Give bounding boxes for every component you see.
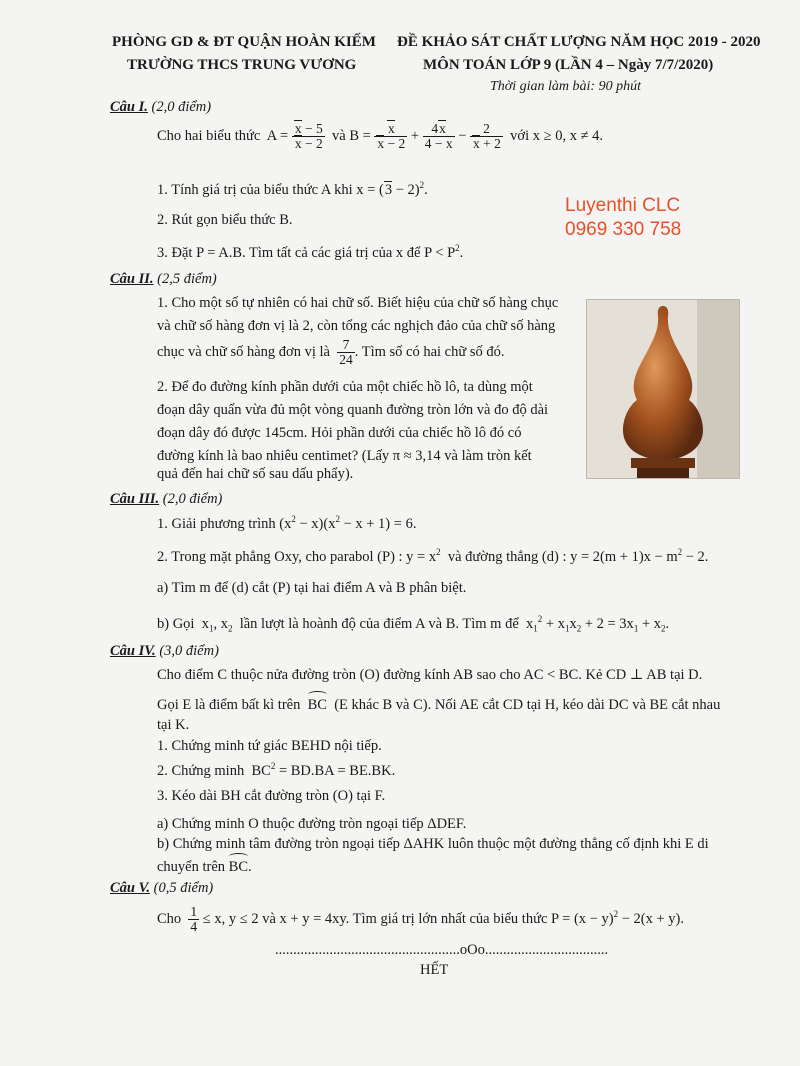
q4-line: 3. Kéo dài BH cắt đường tròn (O) tại F. <box>157 788 386 804</box>
exam-duration: Thời gian làm bài: 90 phút <box>490 79 641 94</box>
q2-line: chục và chữ số hàng đơn vị là $\frac{7}{24}$ . Tìm số có hai chữ số đó. <box>157 337 505 368</box>
school-name: TRƯỜNG THCS TRUNG VƯƠNG <box>127 57 357 73</box>
watermark-name: Luyenthi CLC <box>565 195 681 216</box>
q4-line: tại K. <box>157 717 190 733</box>
q2-line: và chữ số hàng đơn vị là 2, còn tổng các nghịch đảo của chữ số hàng <box>157 318 556 334</box>
exam-title: ĐỀ KHẢO SÁT CHẤT LƯỢNG NĂM HỌC 2019 - 2020 <box>397 34 761 50</box>
q5-line: Cho $\frac{1}{4}$ ≤ x, y ≤ 2 và x + y = 4xy. Tìm giá trị lớn nhất của biểu thức $P = (x - y)^2 - 2(x + y)$. <box>157 904 684 935</box>
q3-heading: Câu III. (2,0 điểm) <box>110 491 223 507</box>
q4-line: chuyển trên BC . <box>157 859 252 876</box>
gourd-photo <box>586 299 740 479</box>
q2-line: 1. Cho một số tự nhiên có hai chữ số. Biết hiệu của chữ số hàng chục <box>157 295 559 311</box>
q1-item3: 3. Đặt P = A.B. Tìm tất cả các giá trị của x để $P < P^2$. <box>157 243 464 261</box>
end-mark: HẾT <box>420 962 449 978</box>
q4-line: Cho điểm C thuộc nửa đường tròn (O) đường kính AB sao cho AC < BC. Kẻ CD ⊥ AB tại D. <box>157 667 703 683</box>
q2-line: 2. Để đo đường kính phần dưới của một chiếc hồ lô, ta dùng một <box>157 379 533 395</box>
q1-heading: Câu I. (2,0 điểm) <box>110 99 212 115</box>
q1-expressions: Cho hai biểu thức A = $\frac{x - 5}{x - 2}$ và B = $\frac{x}{x - 2}$ + $\frac{4x}{4 - x}$ − $\frac{2}{x + 2}$ với x ≥ 0, x ≠ 4. <box>157 121 604 152</box>
q3-line: 1. Giải phương trình $(x^2 - x)(x^2 - x + 1) = 6$. <box>157 514 417 532</box>
footer-separator: ...................................................oOo.................................. <box>275 942 609 958</box>
q5-heading: Câu V. (0,5 điểm) <box>110 880 214 896</box>
q4-line: a) Chứng minh O thuộc đường tròn ngoại tiếp ΔDEF. <box>157 816 467 832</box>
q3-line: a) Tìm m để (d) cắt (P) tại hai điểm A và B phân biệt. <box>157 580 467 596</box>
q2-line: đoạn dây đó được 145cm. Hỏi phần dưới của chiếc hồ lô đó có <box>157 425 522 441</box>
q4-line: 1. Chứng minh tứ giác BEHD nội tiếp. <box>157 738 382 754</box>
q1-item1: 1. Tính giá trị của biểu thức A khi $x = (3 - 2)^2$. <box>157 180 428 198</box>
exam-subject: MÔN TOÁN LỚP 9 (LẦN 4 – Ngày 7/7/2020) <box>423 57 714 73</box>
q2-line: quả đến hai chữ số sau dấu phẩy). <box>157 466 354 482</box>
watermark-phone: 0969 330 758 <box>565 219 682 240</box>
q3-line: b) Gọi $x_1$, $x_2$ lần lượt là hoành độ của điểm A và B. Tìm m để $x_1^2 + x_1x_2 + 2 = 3x_1 + x_2$. <box>157 614 670 634</box>
q4-line: 2. Chứng minh $BC^2 = BD.BA = BE.BK$. <box>157 761 396 779</box>
q4-line: Gọi E là điểm bất kì trên BC (E khác B và C). Nối AE cắt CD tại H, kéo dài DC và BE cắt nhau <box>157 697 720 714</box>
school-dept: PHÒNG GD & ĐT QUẬN HOÀN KIẾM <box>112 34 376 50</box>
q3-line: 2. Trong mặt phẳng Oxy, cho parabol (P) : $y = x^2$ và đường thẳng (d) : $y = 2(m + 1)x - m^2 - 2$. <box>157 547 709 565</box>
q2-line: đường kính là bao nhiêu centimet? (Lấy π ≈ 3,14 và làm tròn kết <box>157 448 532 464</box>
q4-heading: Câu IV. (3,0 điểm) <box>110 643 219 659</box>
q4-line: b) Chứng minh tâm đường tròn ngoại tiếp ΔAHK luôn thuộc một đường thẳng cố định khi E di <box>157 836 709 852</box>
q2-heading: Câu II. (2,5 điểm) <box>110 271 217 287</box>
q1-item2: 2. Rút gọn biểu thức B. <box>157 212 293 228</box>
q2-line: đoạn dây quấn vừa đủ một vòng quanh đường tròn lớn và đo độ dài <box>157 402 549 418</box>
